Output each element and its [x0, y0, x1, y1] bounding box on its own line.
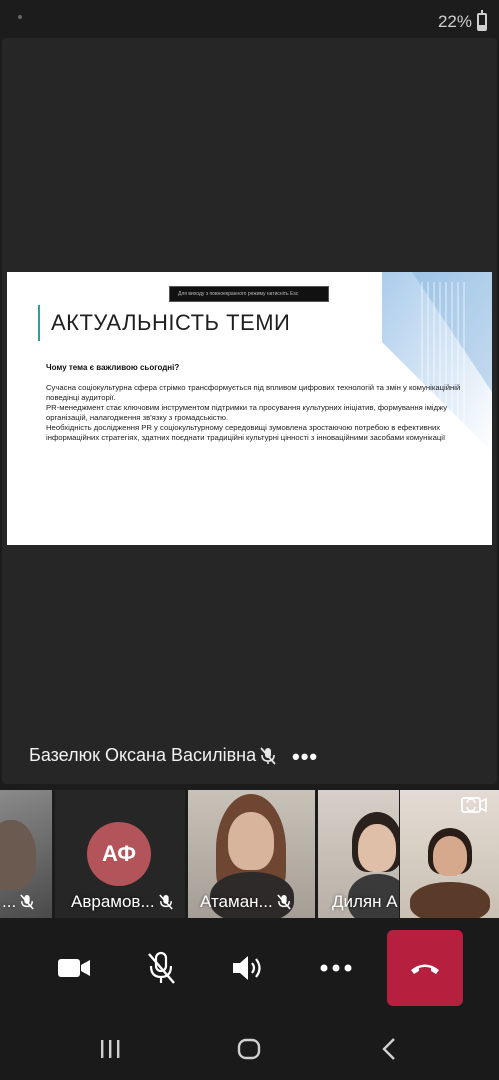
home-button[interactable]: [234, 1034, 264, 1064]
participant-name-bar: [0, 892, 52, 912]
participant-face: [358, 824, 396, 872]
participant-name-bar: [55, 892, 185, 912]
mic-muted-icon: [159, 894, 173, 910]
participant-name: Аврамов...: [71, 892, 155, 911]
hang-up-phone-icon: [409, 961, 441, 975]
video-camera-icon: [57, 957, 91, 979]
speaker-volume-icon: [231, 953, 265, 983]
call-controls: [0, 918, 499, 1018]
participant-name: Атаман...: [200, 892, 273, 911]
participant-tile[interactable]: [400, 790, 499, 918]
participant-video: [0, 820, 36, 890]
more-dots-icon: [320, 964, 352, 972]
camera-button[interactable]: [54, 948, 94, 988]
active-speaker: [29, 745, 276, 766]
notification-dot-icon: [18, 15, 22, 19]
participant-tile[interactable]: [55, 790, 185, 918]
participant-name-bar: [188, 892, 315, 912]
participant-avatar: АФ: [87, 822, 151, 886]
participant-tile[interactable]: [318, 790, 399, 918]
participant-name-bar: [318, 892, 399, 912]
home-icon: [237, 1038, 261, 1060]
slide-paragraph: Необхідність дослідження PR у соціокультурному середовищі зумовлена зростаючою потребою в ефективних інформаційних стратегіях, здатних поєднати традиційні культурні цінності з інноваційними засобами комунікації: [46, 422, 446, 442]
mic-muted-icon: [146, 951, 176, 985]
mic-muted-icon: [20, 894, 34, 910]
battery-indicator: [438, 12, 487, 32]
microphone-button[interactable]: [141, 948, 181, 988]
end-call-button[interactable]: [387, 930, 463, 1006]
battery-percent: 22%: [437, 12, 472, 31]
shared-slide: [7, 272, 492, 545]
slide-title: АКТУАЛЬНІСТЬ ТЕМИ: [51, 310, 291, 335]
status-bar: [0, 0, 499, 40]
participant-name: ...: [2, 892, 17, 911]
fullscreen-hint-bar: Для виходу з повноекранного режиму натисніть Esc: [169, 286, 329, 302]
participant-face: [228, 812, 274, 870]
recent-apps-button[interactable]: [95, 1034, 125, 1064]
recent-apps-icon: [99, 1039, 121, 1059]
battery-icon: [477, 13, 487, 31]
participant-face: [433, 836, 467, 876]
back-button[interactable]: [374, 1034, 404, 1064]
back-chevron-icon: [381, 1037, 397, 1061]
system-nav-bar: [0, 1018, 499, 1080]
slide-body: [46, 383, 466, 442]
speaker-name: Базелюк Оксана Василівна: [29, 745, 257, 765]
more-button[interactable]: [316, 948, 356, 988]
participant-name: Дилян А: [332, 892, 398, 911]
mic-muted-icon: [260, 747, 276, 765]
slide-title-accent: [38, 305, 40, 341]
speaker-more-options-icon[interactable]: •••: [292, 744, 319, 769]
slide-paragraph: Сучасна соціокультурна сфера стрімко трансформується під впливом цифрових технологій та змін у комунікаційній поведінці аудиторії.: [46, 383, 461, 402]
slide-paragraph: PR-менеджмент стає ключовим інструментом підтримки та просування культурних ініціатив, формування іміджу організацій, налагодження зв'язку з громадськістю.: [46, 402, 448, 422]
participant-strip[interactable]: [0, 790, 499, 918]
speaker-button[interactable]: [228, 948, 268, 988]
participant-tile[interactable]: [188, 790, 315, 918]
camera-switch-icon[interactable]: [461, 794, 487, 816]
mic-muted-icon: [277, 894, 291, 910]
participant-body: [410, 882, 490, 918]
slide-question: Чому тема є важливою сьогодні?: [46, 363, 180, 372]
participant-tile[interactable]: [0, 790, 52, 918]
